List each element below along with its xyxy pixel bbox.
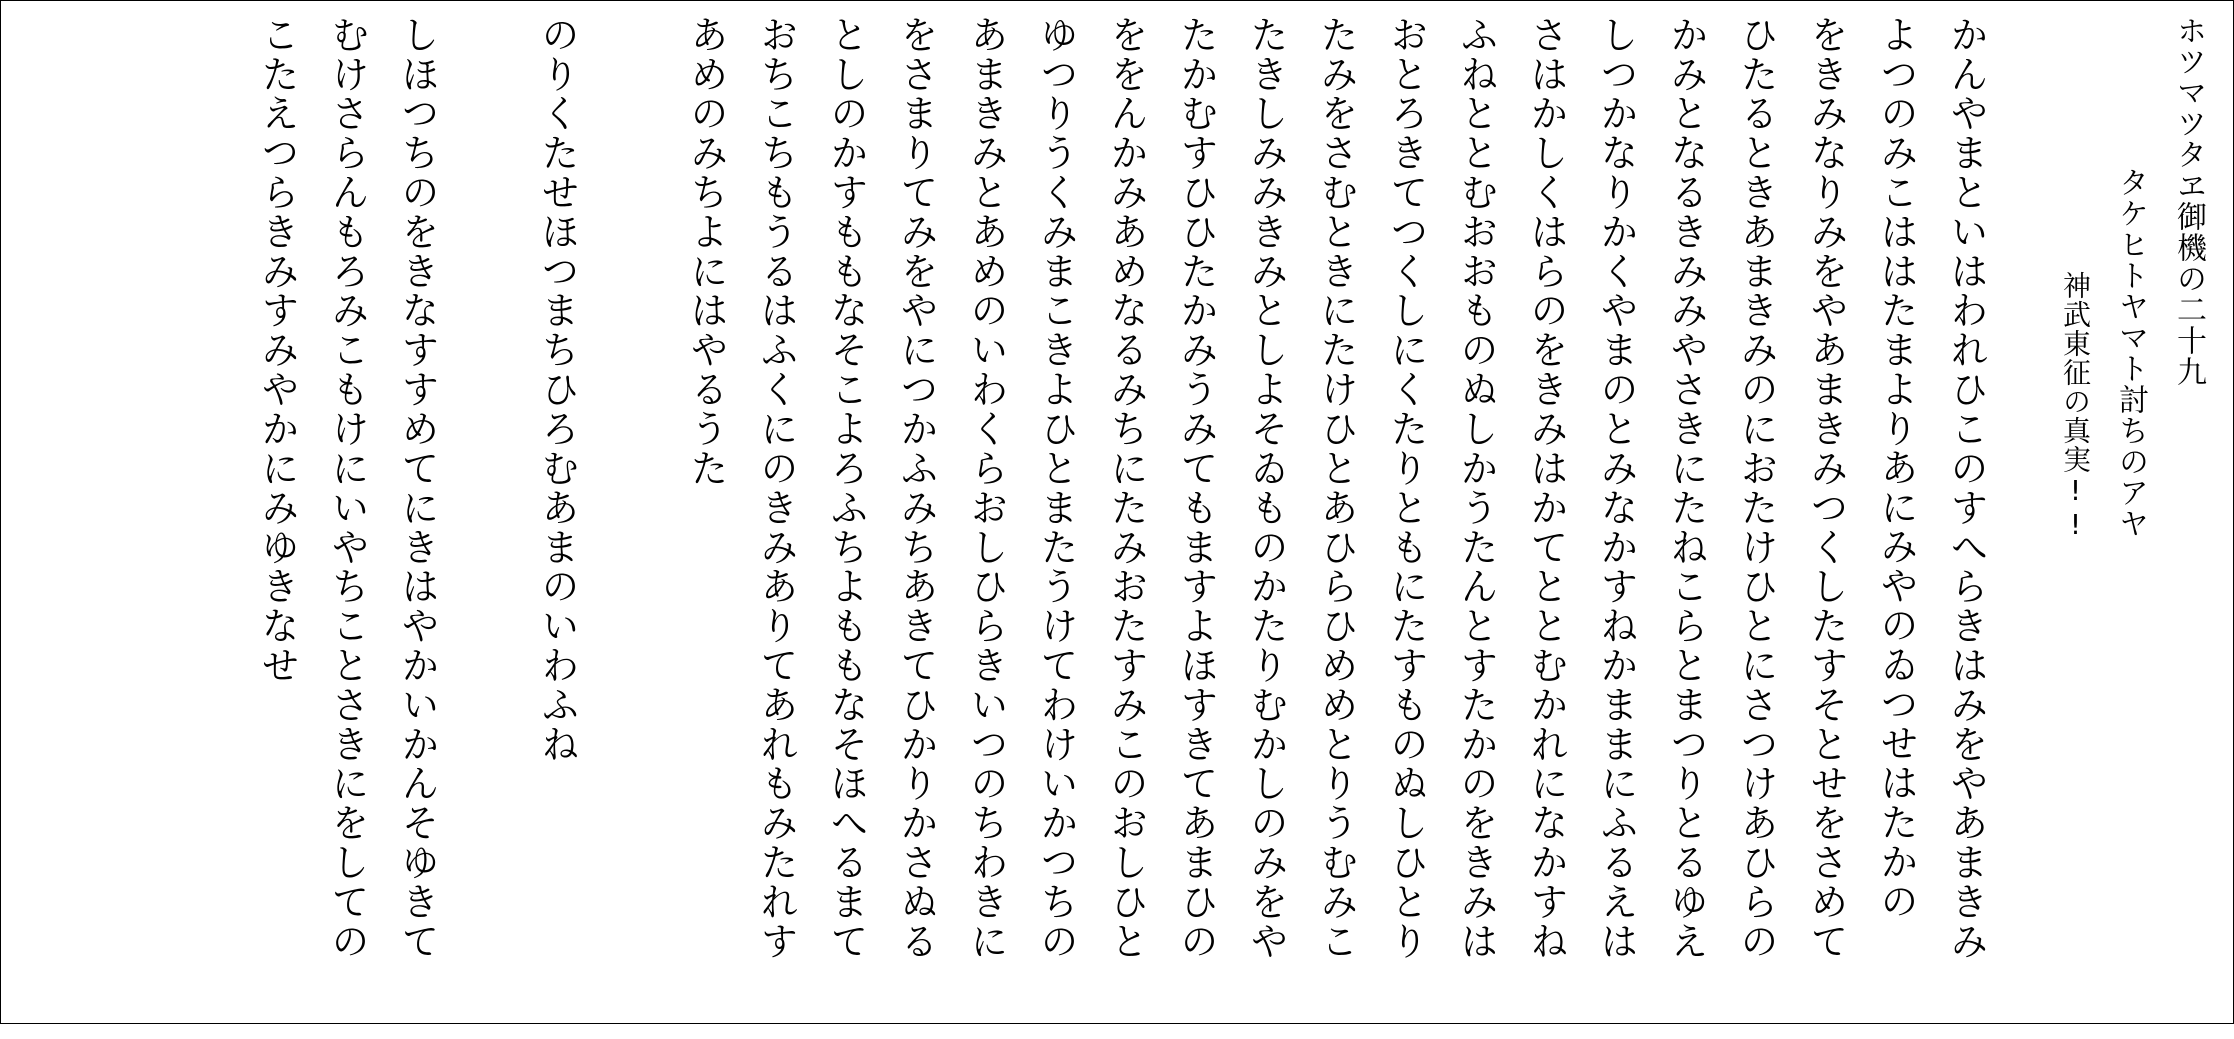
verse-phrase: たかむすひ [1174,15,1218,212]
verse-phrase: またうけて [1034,487,1078,685]
verse-phrase: あまのいわふね [535,487,579,764]
verse-phrase: さつけあひらの [1734,684,1778,961]
verse-phrase: たみおたす [1104,487,1148,685]
verse-phrase: きみすみやかに [255,212,299,488]
verse-phrase: あにみやの [1874,448,1918,646]
verse-phrase: たけひとに [1734,487,1778,685]
verse-phrase: にきはやか [395,487,439,685]
verse-phrase: きみとしよそゐ [1244,212,1288,488]
verse-phrase: すへらきは [1944,487,1988,685]
verse-phrase: ゐつせはたかの [1874,645,1918,922]
verse-phrase: おおものぬしか [1454,212,1498,488]
verse-phrase: ふちよもも [824,487,868,685]
verse-phrase: かれになかすね [1524,684,1568,961]
verse-phrase: まつりとるゆえ [1664,684,1708,961]
verse-line [535,15,634,1039]
verse-phrase: そとせをさめて [1804,684,1848,961]
verse-phrase: ははたまより [1874,212,1918,449]
verse-phrase: をきなすすめて [395,212,439,488]
verse-phrase: みをやあまきみ [1944,684,1988,961]
verse-phrase: もろみこもけに [325,212,369,488]
verse-phrase: あめなるみちに [1104,212,1148,488]
verse-phrase: ほつまちひろむ [535,212,579,488]
verse-phrase: ももなそこよろ [824,212,868,488]
verse-phrase: たみをさむ [1314,15,1358,212]
verse-phrase: しほつちの [395,15,439,212]
verse-phrase: おしひらき [964,487,1008,685]
verse-phrase: あめのみち [684,15,728,212]
document-note: 神武東征の真実!! [2059,271,2092,542]
document-title: ホツマツタヱ御機の二十九 [2171,15,2206,387]
verse-phrase: おちこちも [754,15,798,212]
verse-phrase: をきみなり [1804,15,1848,212]
verse-phrase: かてととむ [1524,487,1568,685]
verse-phrase: うるはふくにの [754,212,798,488]
verse-phrase: ををんかみ [1104,15,1148,212]
verse-phrase: ひたかみうみて [1174,212,1218,488]
verse-phrase: むけさらん [325,15,369,212]
verse-phrase: みちあきて [894,487,938,685]
verse-phrase: きみみやさきに [1664,212,1708,488]
verse-phrase: なそほへるまて [824,684,868,961]
verse-phrase: みゆきなせ [255,487,299,685]
verse-phrase: みをやあまきみ [1804,212,1848,488]
verse-phrase: なかすねか [1594,487,1638,685]
verse-phrase: いかんそゆきて [395,684,439,961]
verse-phrase: さはかしく [1524,15,1568,212]
verse-phrase: ものかたり [1244,487,1288,685]
verse-phrase: いつのちわきに [964,684,1008,961]
verse-phrase: みをやにつかふ [894,212,938,488]
verse-phrase: ひかりかさぬる [894,684,938,961]
verse-phrase: しつかなり [1594,15,1638,212]
verse-phrase: きみありて [754,487,798,685]
verse-line [684,15,783,1039]
verse-phrase: ひたるとき [1734,15,1778,212]
verse-phrase: のりくたせ [535,15,579,212]
verse-phrase: よにはやるうた [684,212,728,488]
verse-phrase: かんやまと [1944,15,1988,212]
verse-phrase: たかのをきみは [1454,684,1498,961]
verse-phrase: あまきみと [964,15,1008,212]
verse-phrase: ものぬしひとり [1384,684,1428,961]
verse-phrase: あれもみたれす [754,684,798,961]
verse-phrase: うたんとす [1454,487,1498,685]
verse-phrase: かみとなる [1664,15,1708,212]
verse-phrase: みこのおしひと [1104,684,1148,961]
verse-phrase: こたえつら [255,15,299,212]
verse-phrase: かくやまのとみ [1594,212,1638,488]
verse-phrase: ともにたす [1384,487,1428,685]
verse-phrase: もますよほ [1174,487,1218,685]
verse-phrase: たねこらと [1664,487,1708,685]
verse-phrase: いはわれひこの [1944,212,1988,488]
verse-phrase: むかしのみをや [1244,684,1288,961]
verse-phrase: あまきみのにお [1734,212,1778,488]
verse-phrase: ふねととむ [1454,15,1498,212]
verse-line [255,15,354,1039]
verse-phrase: あひらひめ [1314,487,1358,685]
verse-phrase: としのかす [824,15,868,212]
document-subtitle: タケヒトヤマト討ちのアヤ [2113,167,2148,539]
verse-phrase: ゆつりうく [1034,15,1078,212]
verse-phrase: おとろきて [1384,15,1428,212]
verse-phrase: ときにたけひと [1314,212,1358,488]
verse-phrase: すきてあまひの [1174,684,1218,961]
verse-phrase: つくしたす [1804,487,1848,685]
verse-phrase: つくしにくたり [1384,212,1428,488]
verse-phrase: さきにをしての [325,684,369,961]
verse-phrase: あめのいわくら [964,212,1008,488]
verse-phrase: みまこきよひと [1034,212,1078,488]
verse-phrase: ままにふるえは [1594,684,1638,961]
verse-phrase: よつのみこ [1874,15,1918,212]
verse-phrase: たきしみみ [1244,15,1288,212]
verse-phrase: はらのをきみは [1524,212,1568,488]
verse-phrase: いやちこと [325,487,369,685]
verse-phrase: をさまりて [894,15,938,212]
verse-phrase: わけいかつちの [1034,684,1078,961]
verse-phrase: めとりうむみこ [1314,684,1358,961]
